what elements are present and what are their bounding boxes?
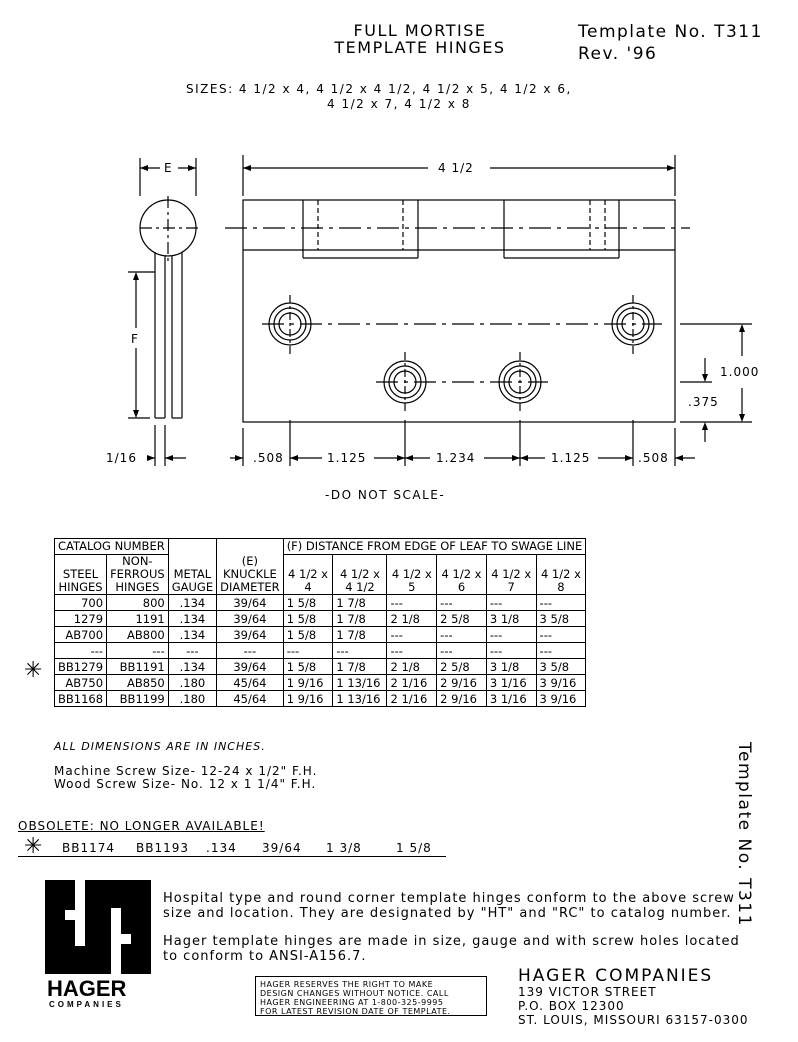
table-cell: --- <box>168 643 216 659</box>
distance-header: (F) DISTANCE FROM EDGE OF LEAF TO SWAGE LINE <box>283 539 586 555</box>
title-line-1: FULL MORTISE <box>353 21 487 40</box>
table-cell: 39/64 <box>217 659 284 675</box>
table-cell: 1279 <box>55 611 107 627</box>
logo-sub: COMPANIES <box>49 1000 124 1008</box>
table-cell: 3 9/16 <box>536 691 586 707</box>
table-cell: .180 <box>168 691 216 707</box>
hospital-para-line-2: size and location. They are designated by "HT" and "RC" to catalog number. <box>163 906 732 921</box>
table-cell: 1 13/16 <box>333 675 387 691</box>
template-number: Template No. T311 <box>578 22 763 42</box>
table-cell: AB750 <box>55 675 107 691</box>
table-cell: 1 5/8 <box>283 611 333 627</box>
table-cell: --- <box>437 627 487 643</box>
table-cell: 3 9/16 <box>536 675 586 691</box>
table-cell: 3 5/8 <box>536 659 586 675</box>
obsolete-f-4: 1 3/8 <box>326 841 362 855</box>
table-cell: AB800 <box>107 627 169 643</box>
table-cell: --- <box>217 643 284 659</box>
table-cell: 1 7/8 <box>333 611 387 627</box>
obsolete-nonferrous: BB1193 <box>136 841 190 855</box>
table-cell: 800 <box>107 595 169 611</box>
dim-1234: 1.234 <box>436 451 476 465</box>
table-row <box>55 611 586 627</box>
revision: Rev. '96 <box>578 44 658 64</box>
table-cell: 700 <box>55 595 107 611</box>
dim-1-16: 1/16 <box>106 451 137 465</box>
title-line-2: TEMPLATE HINGES <box>334 38 506 57</box>
table-cell: 2 9/16 <box>437 691 487 707</box>
table-cell: 45/64 <box>217 691 284 707</box>
dim-508-left: .508 <box>253 451 284 465</box>
table-cell: BB1279 <box>55 659 107 675</box>
table-cell: .134 <box>168 611 216 627</box>
table-cell: --- <box>486 643 536 659</box>
table-cell: 3 1/16 <box>486 675 536 691</box>
table-cell: 3 1/8 <box>486 611 536 627</box>
catalog-number-header: CATALOG NUMBER <box>55 539 169 555</box>
ansi-para-line-2: to conform to ANSI-A156.7. <box>163 949 367 964</box>
table-cell: --- <box>437 643 487 659</box>
size-col-header: 4 1/2 x 5 <box>387 555 437 595</box>
dim-508-right: .508 <box>638 451 669 465</box>
obsolete-header: OBSOLETE: NO LONGER AVAILABLE! <box>18 819 265 833</box>
do-not-scale-note: -DO NOT SCALE- <box>325 488 446 502</box>
steel-hinges-header: STEEL HINGES <box>55 555 107 595</box>
table-cell: 1 7/8 <box>333 595 387 611</box>
all-dimensions-note: ALL DIMENSIONS ARE IN INCHES. <box>54 740 266 753</box>
table-cell: 1 5/8 <box>283 627 333 643</box>
table-cell: --- <box>536 627 586 643</box>
logo-word: HAGER <box>47 976 127 1001</box>
table-row <box>55 691 586 707</box>
sizes-line-2: 4 1/2 x 7, 4 1/2 x 8 <box>327 97 471 111</box>
table-cell: --- <box>107 643 169 659</box>
table-cell: 1191 <box>107 611 169 627</box>
address-line-3: ST. LOUIS, MISSOURI 63157-0300 <box>518 1013 749 1027</box>
table-cell: --- <box>387 595 437 611</box>
table-cell: 39/64 <box>217 595 284 611</box>
dim-width: 4 1/2 <box>438 161 474 175</box>
obsolete-f-4-1-2: 1 5/8 <box>396 841 432 855</box>
table-cell: 1 13/16 <box>333 691 387 707</box>
table-cell: --- <box>283 643 333 659</box>
table-cell: 1 5/8 <box>283 595 333 611</box>
table-cell: 3 1/16 <box>486 691 536 707</box>
table-cell: 39/64 <box>217 611 284 627</box>
specification-table <box>54 538 586 707</box>
table-cell: BB1191 <box>107 659 169 675</box>
table-cell: .134 <box>168 659 216 675</box>
table-cell: 3 1/8 <box>486 659 536 675</box>
table-cell: 39/64 <box>217 627 284 643</box>
hospital-para-line-1: Hospital type and round corner template hinges conform to the above screw <box>163 891 735 906</box>
dim-1125-left: 1.125 <box>327 451 367 465</box>
table-cell: .134 <box>168 627 216 643</box>
table-cell: --- <box>387 627 437 643</box>
table-cell: 2 1/8 <box>387 659 437 675</box>
size-col-header: 4 1/2 x 4 <box>283 555 333 595</box>
size-col-header: 4 1/2 x 4 1/2 <box>333 555 387 595</box>
company-name: HAGER COMPANIES <box>518 966 714 986</box>
knuckle-diameter-header: (E) KNUCKLE DIAMETER <box>217 539 284 595</box>
table-row <box>55 627 586 643</box>
hinge-leaf-outline <box>243 200 675 422</box>
notice-box: HAGER RESERVES THE RIGHT TO MAKE DESIGN CHANGES WITHOUT NOTICE. CALL HAGER ENGINEERING AT 1-800-325-9995 FOR LATEST REVISION DATE OF TEMPLATE. <box>255 976 487 1016</box>
table-cell: --- <box>486 595 536 611</box>
table-cell: AB850 <box>107 675 169 691</box>
table-cell: BB1168 <box>55 691 107 707</box>
hager-logo <box>45 880 151 1008</box>
metal-gauge-header: METAL GAUGE <box>168 539 216 595</box>
ansi-para-line-1: Hager template hinges are made in size, gauge and with screw holes located <box>163 934 740 949</box>
table-cell: 1 5/8 <box>283 659 333 675</box>
table-row <box>55 659 586 675</box>
table-cell: --- <box>536 595 586 611</box>
table-cell: BB1199 <box>107 691 169 707</box>
size-col-header: 4 1/2 x 7 <box>486 555 536 595</box>
table-cell: 2 1/8 <box>387 611 437 627</box>
asterisk-marker-obsolete: ✳ <box>24 834 43 859</box>
table-cell: 2 5/8 <box>437 659 487 675</box>
dim-375: .375 <box>688 395 719 409</box>
table-cell: 2 5/8 <box>437 611 487 627</box>
label-e: E <box>164 161 173 175</box>
table-cell: 45/64 <box>217 675 284 691</box>
table-cell: --- <box>486 627 536 643</box>
table-cell: 2 9/16 <box>437 675 487 691</box>
table-row <box>55 595 586 611</box>
label-f: F <box>131 332 139 346</box>
sizes-line-1: SIZES: 4 1/2 x 4, 4 1/2 x 4 1/2, 4 1/2 x 5, 4 1/2 x 6, <box>186 82 572 96</box>
table-cell: .134 <box>168 595 216 611</box>
hinge-drawing <box>0 140 798 480</box>
asterisk-marker: ✳ <box>24 658 43 683</box>
size-col-header: 4 1/2 x 8 <box>536 555 586 595</box>
address-line-2: P.O. BOX 12300 <box>518 999 625 1013</box>
table-row <box>55 675 586 691</box>
table-cell: 3 5/8 <box>536 611 586 627</box>
table-row <box>55 643 586 659</box>
wood-screw-note: Wood Screw Size- No. 12 x 1 1/4" F.H. <box>54 777 317 791</box>
table-cell: 1 9/16 <box>283 691 333 707</box>
table-cell: 1 7/8 <box>333 627 387 643</box>
table-cell: .180 <box>168 675 216 691</box>
table-cell: AB700 <box>55 627 107 643</box>
obsolete-steel: BB1174 <box>62 841 116 855</box>
table-cell: --- <box>55 643 107 659</box>
table-cell: --- <box>536 643 586 659</box>
side-template-label: Template No. T311 <box>734 742 754 927</box>
document-title <box>320 22 520 56</box>
size-col-header: 4 1/2 x 6 <box>437 555 487 595</box>
dim-1125-right: 1.125 <box>551 451 591 465</box>
nonferrous-hinges-header: NON- FERROUS HINGES <box>107 555 169 595</box>
table-cell: 2 1/16 <box>387 675 437 691</box>
obsolete-gauge: .134 <box>206 841 237 855</box>
dim-1000: 1.000 <box>720 365 760 379</box>
table-cell: 2 1/16 <box>387 691 437 707</box>
table-cell: 1 7/8 <box>333 659 387 675</box>
table-cell: --- <box>387 643 437 659</box>
table-cell: 1 9/16 <box>283 675 333 691</box>
table-cell: --- <box>333 643 387 659</box>
table-cell: --- <box>437 595 487 611</box>
address-line-1: 139 VICTOR STREET <box>518 985 657 999</box>
obsolete-knuckle: 39/64 <box>262 841 302 855</box>
machine-screw-note: Machine Screw Size- 12-24 x 1/2" F.H. <box>54 764 318 778</box>
